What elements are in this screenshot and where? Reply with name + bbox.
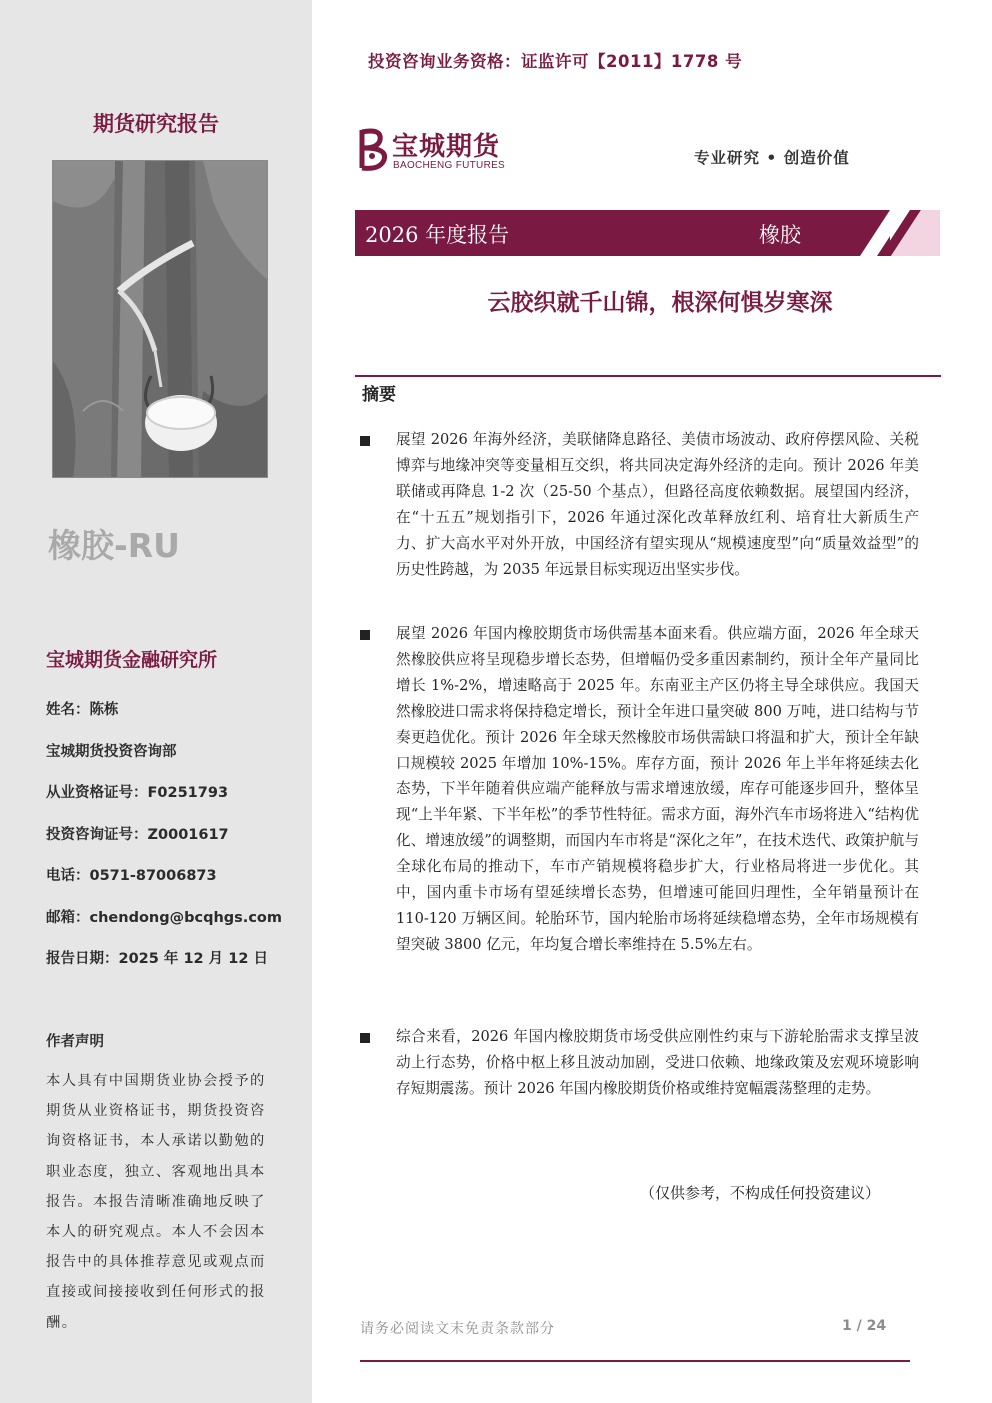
- logo-chinese-name: 宝城期货: [392, 132, 501, 162]
- bullet-text: 展望 2026 年海外经济，美联储降息路径、美债市场波动、政府停摆风险、关税博弈与地缘冲突等变量相互交织，将共同决定海外经济的走向。预计 2026 年美联储或再降息 1-2 次（25-50 个基点），但路径高度依赖数据。展望国内经济，在“十五五”规划指引下，2026 年通过深化改革释放红利、培育壮大新质生产力、扩大高水平对外开放，中国经济有望实现从“规模速度型”向“质量效益型”的历史性跨越，为 2035 年远景目标实现迈出坚实步伐。: [396, 431, 919, 578]
- rubber-tree-photo: [52, 160, 268, 478]
- qualification-line: 投资咨询业务资格：证监许可【2011】1778 号: [368, 52, 743, 71]
- square-bullet-icon: [360, 630, 370, 640]
- email: 邮箱：chendong@bcqhgs.com: [46, 909, 282, 926]
- sidebar-title: 期货研究报告: [93, 112, 219, 136]
- author-department: 宝城期货投资咨询部: [46, 743, 177, 760]
- research-institute: 宝城期货金融研究所: [46, 649, 218, 671]
- product-code: 橡胶-RU: [48, 526, 180, 565]
- author-info: [46, 698, 306, 989]
- page-number: 1 / 24: [842, 1318, 887, 1334]
- logo-english-name: BAOCHENG FUTURES: [393, 160, 506, 171]
- banner-year-report: 2026 年度报告: [365, 223, 510, 247]
- declaration-text: 本人具有中国期货业协会授予的期货从业资格证书，期货投资咨询资格证书，本人承诺以勤勉的职业态度，独立、客观地出具本报告。本报告清晰准确地反映了本人的研究观点。本人不会因本报告中的具体推荐意见或观点而直接或间接接收到任何形式的报酬。: [46, 1073, 266, 1331]
- banner-product: 橡胶: [759, 223, 801, 247]
- qualification-number: 从业资格证号：F0251793: [46, 785, 229, 801]
- bullet-text: 综合来看，2026 年国内橡胶期货市场受供应刚性约束与下游轮胎需求支撑呈波动上行态势，价格中枢上移且波动加剧，受进口依赖、地缘政策及宏观环境影响存短期震荡。预计 2026 年国内橡胶期货价格或维持宽幅震荡整理的走势。: [396, 1028, 919, 1097]
- disclaimer: （仅供参考，不构成任何投资建议）: [640, 1184, 881, 1202]
- report-date: 报告日期：2025 年 12 月 12 日: [46, 951, 268, 967]
- slogan: 专业研究 • 创造价值: [694, 149, 850, 167]
- consulting-number: 投资咨询证号：Z0001617: [46, 826, 229, 843]
- footer-note: 请务必阅读文末免责条款部分: [360, 1321, 555, 1337]
- sidebar: [0, 0, 312, 1403]
- footer-divider: [360, 1360, 910, 1362]
- report-banner: [355, 210, 940, 256]
- divider: [355, 375, 941, 377]
- company-logo: [356, 126, 526, 174]
- author-name: 姓名：陈栋: [46, 702, 119, 718]
- square-bullet-icon: [360, 436, 370, 446]
- bullet-text: 展望 2026 年国内橡胶期货市场供需基本面来看。供应端方面，2026 年全球天然橡胶供应将呈现稳步增长态势，但增幅仍受多重因素制约，预计全年产量同比增长 1%-2%，增速略高于 2025 年。东南亚主产区仍将主导全球供应。我国天然橡胶进口需求将保持稳定增长，预计全年进口量突破 800 万吨，进口结构与节奏更趋优化。预计 2026 年全球天然橡胶市场供需缺口将温和扩大，预计全年缺口规模较 2025 年增加 10%-15%。库存方面，预计 2026 年上半年将延续去化态势，下半年随着供应端产能释放与需求增速放缓，库存可能逐步回升，整体呈现“上半年紧、下半年松”的季节性特征。需求方面，海外汽车市场将进入“结构优化、增速放缓”的调整期，而国内车市将是“深化之年”，在技术迭代、政策护航与全球化布局的推动下，车市产销规模将稳步扩大，行业格局将进一步优化。其中，国内重卡市场有望延续增长态势，但增速可能回归理性，全年销量预计在 110-120 万辆区间。轮胎环节，国内轮胎市场将延续稳增态势，全年市场规模有望突破 3800 亿元，年均复合增长率维持在 5.5%左右。: [396, 625, 919, 953]
- declaration-title: 作者声明: [46, 1034, 104, 1050]
- report-title: 云胶织就千山锦，根深何惧岁寒深: [487, 290, 833, 316]
- phone: 电话：0571-87006873: [46, 868, 217, 884]
- b-swirl-logo-icon: [356, 126, 390, 172]
- abstract-heading: 摘要: [362, 385, 396, 405]
- square-bullet-icon: [360, 1033, 370, 1043]
